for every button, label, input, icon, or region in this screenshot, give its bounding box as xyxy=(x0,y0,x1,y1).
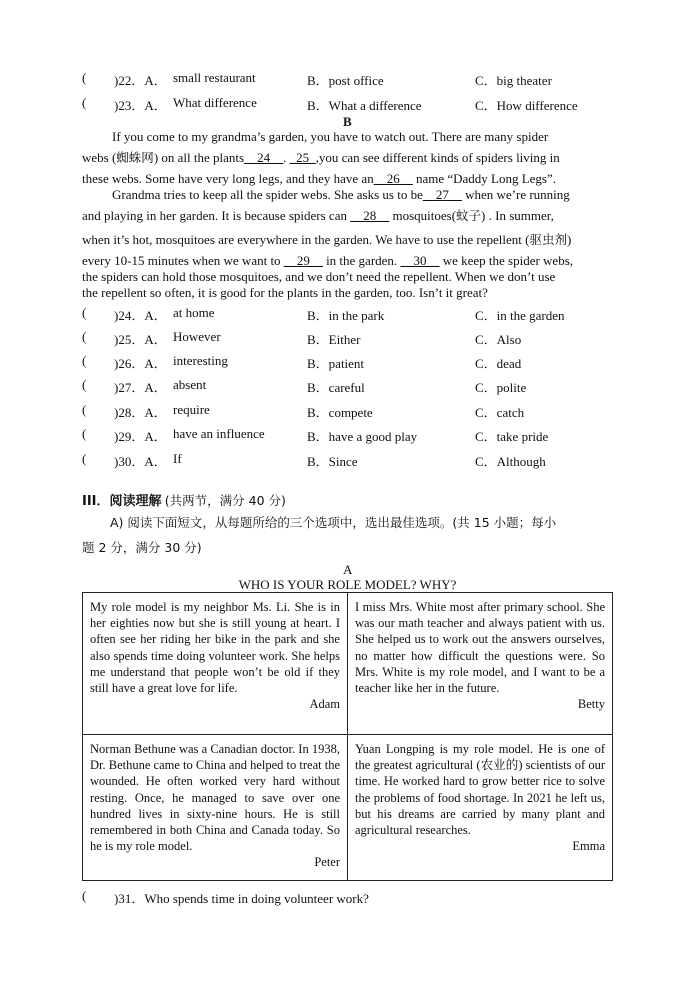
question-22 xyxy=(82,70,622,88)
option-a[interactable]: at home xyxy=(173,305,215,320)
question-23 xyxy=(82,95,622,113)
answer-paren[interactable]: ( xyxy=(82,402,87,417)
role-model-table xyxy=(82,592,613,881)
author-name: Adam xyxy=(309,697,340,712)
author-name: Emma xyxy=(572,839,605,854)
section-3-instruction-line-2: 题 2 分，满分 30 分) xyxy=(82,540,202,555)
section-3-title: III．阅读理解 (共两节，满分 40 分) xyxy=(82,493,286,509)
answer-paren[interactable]: ( xyxy=(82,329,87,344)
question-option-row xyxy=(82,426,622,444)
passage-line: these webs. Some have very long legs, and they have an__26__ name “Daddy Long Legs”. xyxy=(82,171,557,186)
option-c[interactable]: C．How difference xyxy=(475,98,578,113)
question-option-row xyxy=(82,329,622,347)
answer-paren[interactable]: ( xyxy=(82,70,87,85)
blank-27: __27__ xyxy=(422,187,462,202)
role-model-cell-peter xyxy=(83,735,348,881)
option-b[interactable]: B．What a difference xyxy=(307,98,422,113)
question-number: )28．A． xyxy=(114,405,167,420)
option-b[interactable]: B．have a good play xyxy=(307,429,418,444)
option-c[interactable]: C．big theater xyxy=(475,73,552,88)
answer-paren[interactable]: ( xyxy=(82,451,87,466)
answer-paren[interactable]: ( xyxy=(82,95,87,110)
question-number: )25．A． xyxy=(114,332,167,347)
question-option-row xyxy=(82,402,622,420)
role-model-text: Yuan Longping is my role model. He is one of the greatest agricultural (农业的) scientists of our time. He worked hard to grow better rice to solve the problems of food shortage. In 2021 he left us, but his dreams are carried by many plant and agricultural researches. xyxy=(355,742,605,838)
answer-paren[interactable]: ( xyxy=(82,305,87,320)
passage-line: Grandma tries to keep all the spider webs. She asks us to be__27__ when we’re running xyxy=(112,187,570,202)
option-b[interactable]: B．Since xyxy=(307,454,358,469)
option-b[interactable]: B．patient xyxy=(307,356,365,371)
role-model-cell-adam xyxy=(83,593,348,735)
answer-paren[interactable]: ( xyxy=(82,377,87,392)
passage-line: the repellent so often, it is good for the plants in the garden, too. Isn’t it great? xyxy=(82,285,488,300)
question-option-row xyxy=(82,353,622,371)
option-c[interactable]: C．Also xyxy=(475,332,522,347)
question-number: )22．A． xyxy=(114,73,167,88)
role-model-text: Norman Bethune was a Canadian doctor. In 1938, Dr. Bethune came to China and helped to treat the wounded. He often worked very hard without resting. Once, he managed to save over one hundred lives in sixty-nine hours. He is still remembered in both China and Canada today. So he is my role model. xyxy=(90,742,340,854)
blank-25: _25_ xyxy=(289,150,316,165)
section-3-instruction-line-1: A) 阅读下面短文，从每题所给的三个选项中，选出最佳选项。(共 15 小题；每小 xyxy=(110,515,557,530)
author-name: Peter xyxy=(314,855,340,870)
question-option-row xyxy=(82,305,622,323)
blank-24: __24__ xyxy=(244,150,284,165)
blank-29: __29__ xyxy=(283,253,323,268)
passage-line: If you come to my grandma’s garden, you have to watch out. There are many spider xyxy=(112,129,549,144)
option-b[interactable]: B．post office xyxy=(307,73,384,88)
role-model-cell-betty xyxy=(348,593,613,735)
option-c[interactable]: C．Although xyxy=(475,454,546,469)
passage-line: when it’s hot, mosquitoes are everywhere in the garden. We have to use the repellent (驱虫剂) xyxy=(82,232,572,247)
question-31 xyxy=(82,888,622,906)
passage-line: the spiders can hold those mosquitoes, and we don’t need the repellent. When we don’t use xyxy=(82,269,556,284)
blank-30: __30__ xyxy=(400,253,440,268)
passage-line: every 10-15 minutes when we want to __29__ in the garden. __30__ we keep the spider webs, xyxy=(82,253,574,268)
role-model-text: I miss Mrs. White most after primary school. She was our math teacher and always patient with us. She helped us to work out the answers ourselves, no matter how difficult the questions were. So Mrs. White is my role model, and I want to be a teacher like her in the future. xyxy=(355,600,605,696)
question-number: )24．A． xyxy=(114,308,167,323)
question-number: )27．A． xyxy=(114,380,167,395)
question-text: )31．Who spends time in doing volunteer work? xyxy=(114,891,369,906)
option-a[interactable]: interesting xyxy=(173,353,228,368)
question-option-row xyxy=(82,377,622,395)
option-c[interactable]: C．take pride xyxy=(475,429,549,444)
question-option-row xyxy=(82,451,622,469)
option-a[interactable]: small restaurant xyxy=(173,70,256,85)
passage-a-heading: A xyxy=(343,562,353,577)
option-b[interactable]: B．careful xyxy=(307,380,365,395)
answer-paren[interactable]: ( xyxy=(82,353,87,368)
option-a[interactable]: However xyxy=(173,329,221,344)
blank-28: __28__ xyxy=(350,208,390,223)
passage-line: webs (蜘蛛网) on all the plants__24__. _25_,you can see different kinds of spiders living in xyxy=(82,150,560,165)
passage-line: and playing in her garden. It is because spiders can __28__ mosquitoes(蚊子) . In summer, xyxy=(82,208,554,223)
option-a[interactable]: have an influence xyxy=(173,426,265,441)
option-a[interactable]: absent xyxy=(173,377,207,392)
option-c[interactable]: C．polite xyxy=(475,380,527,395)
option-b[interactable]: B．compete xyxy=(307,405,373,420)
option-b[interactable]: B．in the park xyxy=(307,308,385,323)
blank-26: __26__ xyxy=(373,171,413,186)
question-number: )23．A． xyxy=(114,98,167,113)
option-a[interactable]: What difference xyxy=(173,95,257,110)
option-b[interactable]: B．Either xyxy=(307,332,361,347)
option-c[interactable]: C．catch xyxy=(475,405,525,420)
answer-paren[interactable]: ( xyxy=(82,888,87,903)
option-a[interactable]: require xyxy=(173,402,210,417)
role-model-cell-emma xyxy=(348,735,613,881)
question-number: )29．A． xyxy=(114,429,167,444)
option-c[interactable]: C．in the garden xyxy=(475,308,565,323)
question-number: )30．A． xyxy=(114,454,167,469)
answer-paren[interactable]: ( xyxy=(82,426,87,441)
passage-b-heading: B xyxy=(343,114,352,129)
author-name: Betty xyxy=(577,697,605,712)
question-number: )26．A． xyxy=(114,356,167,371)
option-a[interactable]: If xyxy=(173,451,182,466)
option-c[interactable]: C．dead xyxy=(475,356,522,371)
passage-a-title: WHO IS YOUR ROLE MODEL? WHY? xyxy=(238,577,457,592)
role-model-text: My role model is my neighbor Ms. Li. She is in her eighties now but she is still young at heart. I often see her riding her bike in the park and she also spends time doing volunteer work. She helps me understand that people won’t be old if they still have a great love for life. xyxy=(90,600,340,696)
